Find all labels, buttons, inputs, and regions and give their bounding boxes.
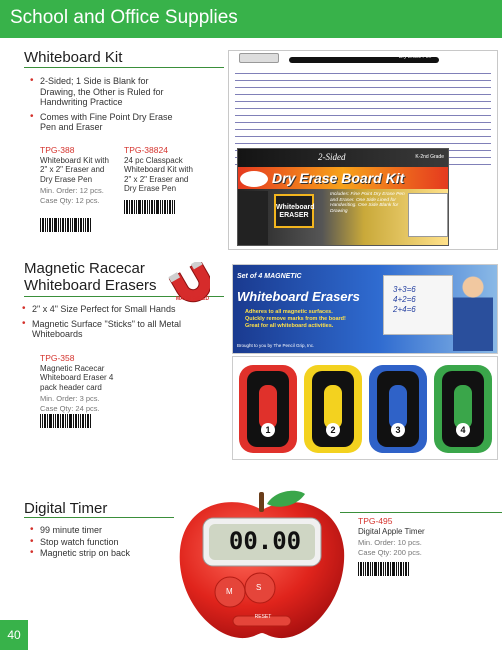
barcode-icon [40,218,92,232]
car-outline [247,371,289,447]
car-number: 1 [261,423,275,437]
button-s-label: S [256,583,262,592]
page-title: School and Office Supplies [10,7,238,28]
set-label: Set of 4 [237,273,263,280]
timer-display: 00.00 [228,527,302,555]
card-footer: Brought to you by The Pencil Grip, Inc. [237,343,315,348]
bullet-item: • Stop watch function [28,537,178,548]
eraser-label: Whiteboard ERASER [276,204,315,219]
min-order: Min. Order: 10 pcs. [358,538,422,547]
sku-code: TPG-38824 [124,145,168,155]
math-line: 3+3=6 [393,285,416,294]
brand-logo [240,171,268,187]
bullet-item: • Magnetic strip on back [28,548,178,559]
car-number: 3 [391,423,405,437]
math-line: 2+4=6 [393,305,416,314]
racecar-title: Magnetic Racecar Whiteboard Erasers [24,260,157,294]
feature-list [245,309,346,330]
bullet-item: • 99 minute timer [28,525,178,536]
section-divider [24,517,174,518]
eraser-icon [274,194,314,228]
grade-label: K-2nd Grade [415,154,444,160]
racecar-erasers-image [232,356,498,460]
car-outline [312,371,354,447]
timer-bullets [28,525,178,560]
section-divider [340,512,502,513]
barcode-icon [358,562,410,576]
sku-desc: 24 pc Classpack Whiteboard Kit with 2" x 2" Eraser and Dry Erase Pen [124,155,193,193]
whiteboard-bullets [28,76,178,137]
bullet-item: • Comes with Fine Point Dry Erase Pen and Eraser [28,112,178,133]
feature-item: Quickly remove marks from the board! [245,316,346,322]
racecar-header-card [232,264,498,354]
timer-title: Digital Timer [24,500,108,517]
racecar-eraser [304,365,362,453]
racecar-eraser [434,365,492,453]
page-number: 40 [0,620,28,650]
bullet-item: • 2" x 4" Size Perfect for Small Hands [20,304,210,315]
sku-block [124,146,194,194]
sku-code: TPG-358 [40,353,75,363]
button-m-label: M [226,587,233,596]
racecar-bullets [20,304,210,344]
pen-label: Dry Erase Pen [399,54,432,60]
math-line: 4+2=6 [393,295,416,304]
kit-includes: Includes: Fine Point Dry Erase Pen and Eraser. One Side Lined for Handwriting. One Side Blank for Drawing [330,192,405,214]
whiteboard-title: Whiteboard Kit [24,49,123,66]
car-outline [377,371,419,447]
car-number: 4 [456,423,470,437]
magnetic-label: MAGNETIC [264,273,302,280]
clip-icon [239,53,279,63]
math-writing [393,285,416,315]
car-number: 2 [326,423,340,437]
header-bar [0,0,502,38]
barcode-icon [124,200,176,214]
car-outline [442,371,484,447]
section-divider [24,67,224,68]
kit-package [237,148,449,246]
bullet-item: • Magnetic Surface "Sticks" to all Metal Whiteboards [20,319,210,340]
handwriting-sample [408,193,448,237]
magnetized-label: MAGNETIZED [176,296,210,302]
sku-desc: Magnetic Racecar Whiteboard Eraser 4 pack header card [40,363,114,392]
card-title: Whiteboard Erasers [237,289,360,304]
racecar-eraser [369,365,427,453]
pen-icon [289,54,439,63]
sku-code: TPG-388 [40,145,75,155]
sku-block [358,517,458,557]
barcode-icon [40,414,92,428]
reset-label: RESET [254,614,272,620]
min-order: Min. Order: 3 pcs. [40,394,100,403]
bullet-item: • 2-Sided; 1 Side is Blank for Drawing, the Other is Ruled for Handwriting Practice [28,76,178,108]
feature-item: Great for all whiteboard activities. [245,323,334,329]
case-qty: Case Qty: 24 pcs. [40,403,100,413]
feature-item: Adheres to all magnetic surfaces. [245,309,333,315]
case-qty: Case Qty: 200 pcs. [358,547,422,557]
sku-code: TPG-495 [358,516,393,526]
two-sided-label: 2-Sided [318,152,346,162]
sku-desc: Whiteboard Kit with 2" x 2" Eraser and Dry Erase Pen [40,155,109,184]
sku-desc: Digital Apple Timer [358,526,425,536]
child-photo [453,269,493,351]
sku-block [40,146,112,205]
kit-title: Dry Erase Board Kit [272,170,405,186]
racecar-eraser [239,365,297,453]
sku-block [40,354,120,413]
min-order: Min. Order: 12 pcs. [40,186,104,195]
case-qty: Case Qty: 12 pcs. [40,195,100,205]
